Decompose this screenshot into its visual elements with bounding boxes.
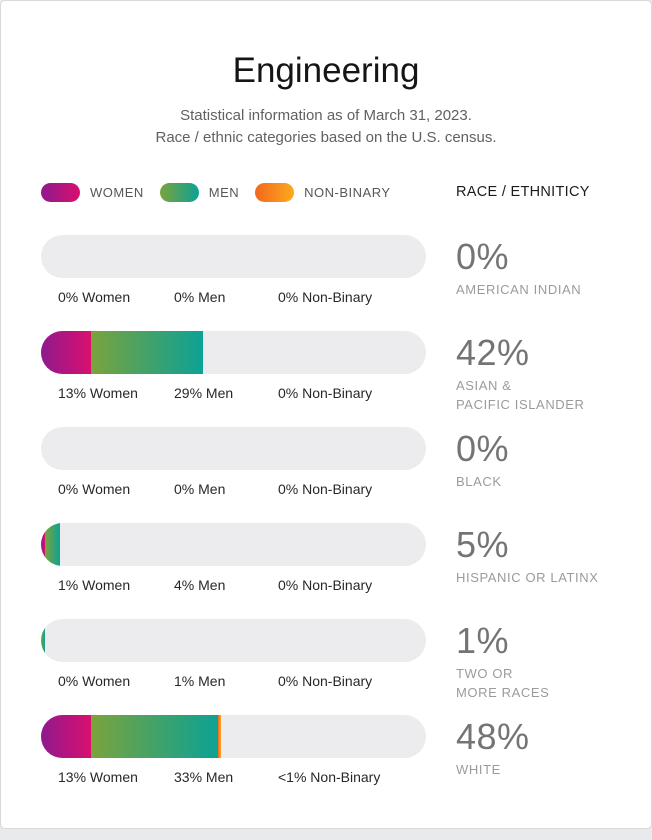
row-white [41,715,611,811]
row-american-indian [41,235,611,331]
women-stat-label: 1% Women [58,577,131,593]
women-stat-label: 13% Women [58,385,138,401]
stat-column [456,715,611,811]
bar-labels [41,385,426,401]
subtitle-line2: Race / ethnic categories based on the U.S. census. [155,129,497,146]
women-stat-label: 0% Women [58,289,131,305]
nonbinary-stat-label: 0% Non-Binary [278,481,373,497]
men-stat-label: 29% Men [174,385,234,401]
legend-label-women: WOMEN [90,184,144,200]
legend-label-nonbinary: NON-BINARY [304,184,391,200]
bar-segment-men [45,523,60,566]
bar-labels [41,481,426,497]
total-percent: 48% [456,716,530,757]
stat-column [456,523,611,619]
bar-column [41,235,426,331]
bar-labels [41,289,426,305]
category-line1: HISPANIC OR LATINX [456,570,599,585]
legend [41,182,611,202]
bar-rows [41,235,611,811]
category-line1: WHITE [456,762,501,777]
bar-labels [41,673,426,689]
men-stat-label: 33% Men [174,769,234,785]
legend-item-men [160,183,239,202]
total-percent: 1% [456,620,510,661]
bar-segment-women [41,715,91,758]
men-color-pill [160,183,199,202]
category-label [456,280,611,299]
men-stat-label: 1% Men [174,673,226,689]
row-black [41,427,611,523]
total-percent: 5% [456,524,510,565]
row-two-or-more-races [41,619,611,715]
bar-column [41,619,426,715]
bar-track [41,427,426,470]
row-asian-pacific-islander [41,331,611,427]
legend-label-men: MEN [208,184,240,200]
bar-track [41,715,426,758]
row-hispanic-latinx [41,523,611,619]
subtitle-line1: Statistical information as of March 31, 2023. [180,107,472,124]
stat-column [456,331,611,427]
nonbinary-color-pill [255,183,294,202]
category-label [456,472,611,491]
bar-column [41,523,426,619]
bar-column [41,715,426,811]
nonbinary-stat-label: 0% Non-Binary [278,673,373,689]
category-line1: TWO OR [456,666,514,681]
category-line1: BLACK [456,474,502,489]
category-label [456,568,611,587]
bar-column [41,427,426,523]
legend-item-women [41,183,144,202]
nonbinary-stat-label: <1% Non-Binary [278,769,381,785]
bar-track [41,619,426,662]
bar-segment-women [41,331,91,374]
race-ethnicity-header: RACE / ETHNITICY [456,184,590,200]
subtitle [41,105,611,149]
category-label [456,376,611,414]
women-color-pill [41,183,80,202]
bar-labels [41,577,426,593]
nonbinary-stat-label: 0% Non-Binary [278,385,373,401]
category-label [456,760,611,779]
men-stat-label: 4% Men [174,577,226,593]
total-percent: 0% [456,236,510,277]
page-title: Engineering [232,51,420,90]
women-stat-label: 0% Women [58,481,131,497]
bar-track [41,235,426,278]
stat-column [456,427,611,523]
bar-segment-men [91,715,218,758]
total-percent: 42% [456,332,530,373]
category-line1: ASIAN & [456,378,512,393]
category-line1: AMERICAN INDIAN [456,282,582,297]
women-stat-label: 13% Women [58,769,138,785]
bar-column [41,331,426,427]
category-line2: MORE RACES [456,685,550,700]
stat-column [456,235,611,331]
bar-track [41,331,426,374]
men-stat-label: 0% Men [174,481,226,497]
bar-segment-men [41,619,45,662]
category-label [456,664,611,702]
nonbinary-stat-label: 0% Non-Binary [278,289,373,305]
bar-segment-men [91,331,203,374]
nonbinary-stat-label: 0% Non-Binary [278,577,373,593]
legend-items [41,183,426,202]
stat-column [456,619,611,715]
category-line2: PACIFIC ISLANDER [456,397,585,412]
bar-segment-nonbinary [218,715,221,758]
legend-item-nonbinary [255,183,390,202]
bar-labels [41,769,426,785]
men-stat-label: 0% Men [174,289,226,305]
women-stat-label: 0% Women [58,673,131,689]
total-percent: 0% [456,428,510,469]
bar-track [41,523,426,566]
